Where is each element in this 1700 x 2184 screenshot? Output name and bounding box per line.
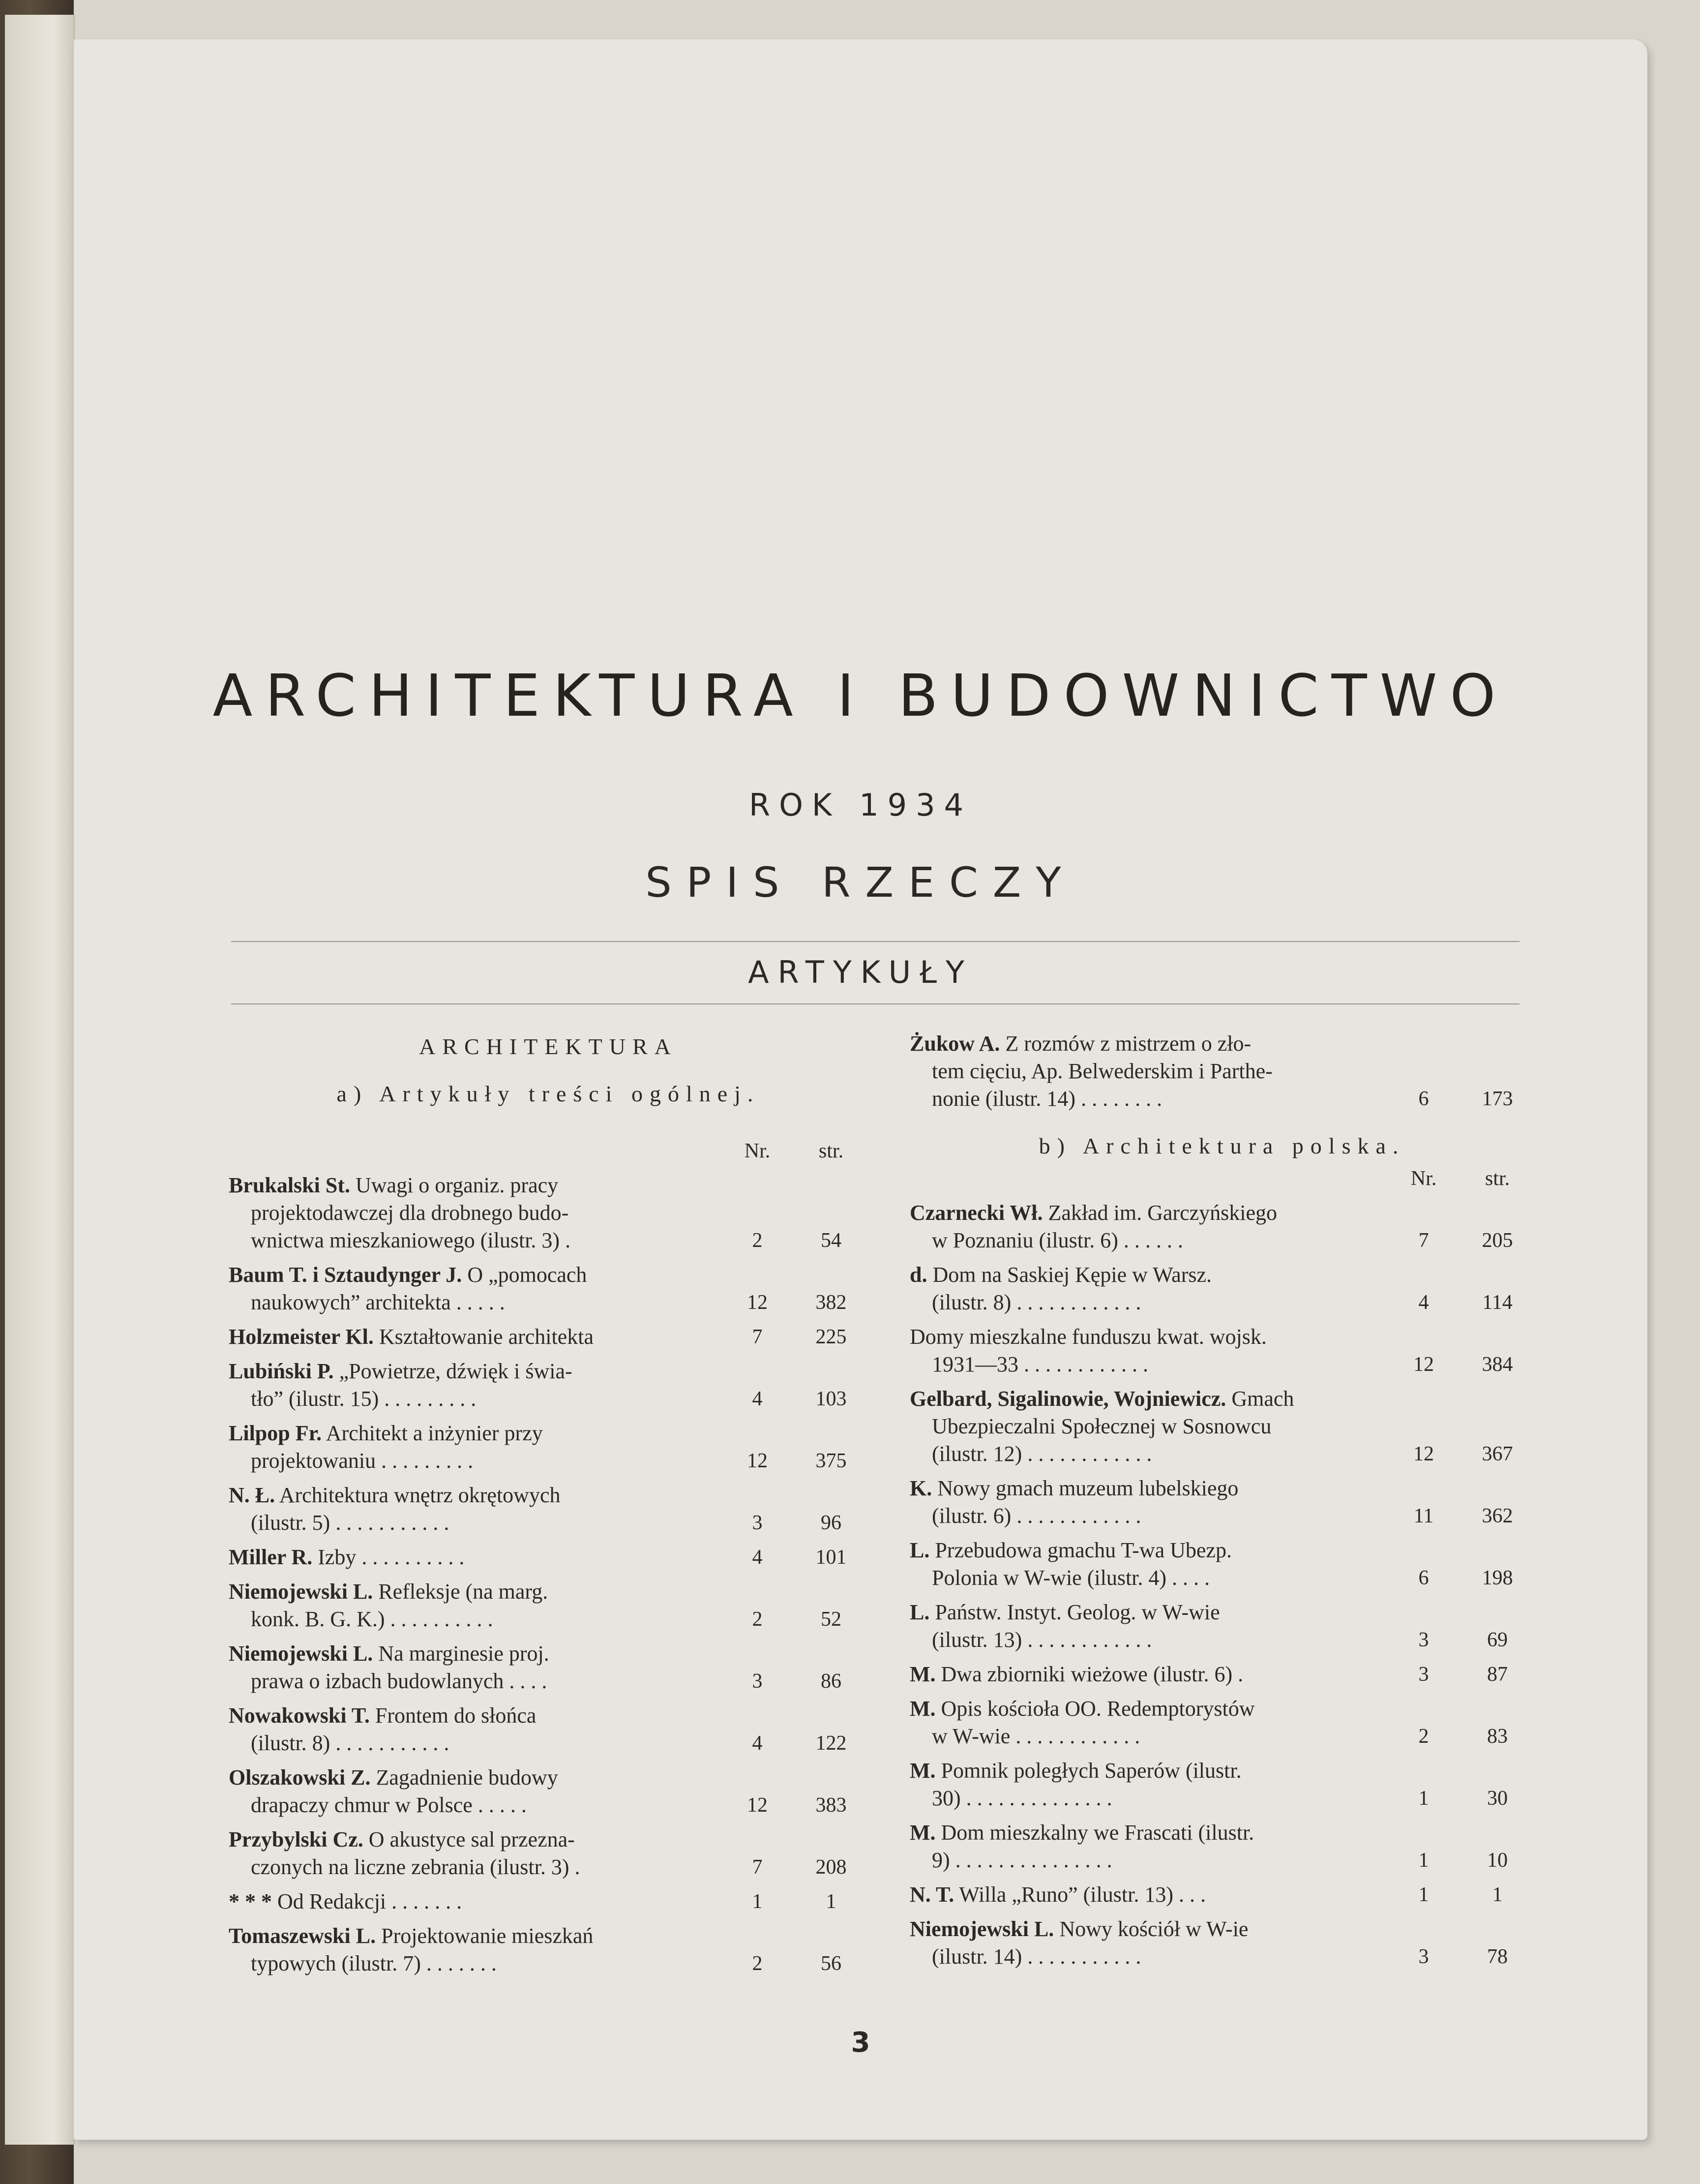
entry-line-text: 1931—33 . . . . . . . . . . . . [932, 1352, 1148, 1376]
contents-entry [910, 1537, 1534, 1592]
contents-entry [910, 1599, 1534, 1654]
entry-line-text: (ilustr. 13) . . . . . . . . . . . . [932, 1628, 1152, 1652]
entry-page-number: 54 [821, 1229, 841, 1252]
entry-line-text: 9) . . . . . . . . . . . . . . . [932, 1848, 1112, 1872]
entry-issue-number: 1 [752, 1890, 763, 1913]
entry-line [910, 1261, 1387, 1289]
entry-line [910, 1785, 1387, 1812]
entry-page-number: 83 [1487, 1725, 1508, 1748]
entry-line-text: (ilustr. 8) . . . . . . . . . . . . [932, 1290, 1141, 1314]
entry-author: L. [910, 1600, 930, 1624]
entry-page-number: 10 [1487, 1849, 1508, 1872]
entry-line [229, 1544, 720, 1571]
entry-line-text: czonych na liczne zebrania (ilustr. 3) . [251, 1855, 580, 1879]
journal-title: ARCHITEKTURA I BUDOWNICTWO [212, 662, 1509, 729]
entry-line-text: drapaczy chmur w Polsce . . . . . [251, 1793, 527, 1817]
subcategory-heading: a) Artykuły treści ogólnej. [336, 1081, 760, 1106]
entry-line-text: Zagadnienie budowy [376, 1765, 558, 1790]
entry-line [910, 1819, 1387, 1847]
entry-page-number: 382 [815, 1291, 847, 1314]
section-title: ARTYKUŁY [748, 954, 973, 990]
entry-line-text: Pomnik poległych Saperów (ilustr. [941, 1759, 1242, 1783]
entry-line-text: Architekt a inżynier przy [326, 1421, 543, 1445]
entry-line [229, 1922, 720, 1950]
entry-issue-number: 1 [1418, 1849, 1429, 1872]
entry-line-text: projektodawczej dla drobnego budo- [251, 1201, 569, 1225]
entry-author: Brukalski St. [229, 1173, 350, 1197]
entry-line-text: Polonia w W-wie (ilustr. 4) . . . . [932, 1566, 1210, 1590]
entry-text [910, 1757, 1387, 1812]
entry-line [910, 1502, 1387, 1530]
left-column [229, 1023, 868, 1977]
entry-issue-number: 7 [752, 1326, 763, 1348]
entry-page-number: 362 [1482, 1505, 1513, 1527]
entry-line-text: Domy mieszkalne funduszu kwat. wojsk. [910, 1325, 1267, 1349]
contents-entry [229, 1826, 868, 1881]
entry-page-number: 384 [1482, 1353, 1513, 1376]
contents-entry [229, 1172, 868, 1254]
entry-line-text: Z rozmów z mistrzem o zło- [1005, 1031, 1252, 1056]
contents-entry [229, 1640, 868, 1695]
entry-issue-number: 6 [1418, 1567, 1429, 1589]
entry-text [910, 1661, 1387, 1688]
subcategory-heading-b: b) Architektura polska. [1039, 1133, 1405, 1158]
entry-text [229, 1764, 720, 1819]
entry-author: M. [910, 1759, 936, 1783]
contents-entry [910, 1881, 1534, 1909]
entry-line-text: Frontem do słońca [375, 1703, 537, 1728]
entry-page-number: 96 [821, 1512, 841, 1534]
contents-entry [229, 1482, 868, 1537]
contents-entry [910, 1475, 1534, 1530]
left-entry-list [229, 1172, 868, 1977]
entry-line [229, 1172, 720, 1199]
entry-page-number: 383 [815, 1794, 847, 1817]
entry-text [229, 1888, 720, 1915]
entry-line [910, 1757, 1387, 1785]
entry-line-text: Nowy kościół w W-ie [1059, 1917, 1249, 1941]
entry-issue-number: 1 [1418, 1787, 1429, 1810]
entry-line-text: Od Redakcji . . . . . . . [277, 1889, 462, 1913]
entry-line [229, 1702, 720, 1729]
entry-page-number: 375 [815, 1450, 847, 1472]
entry-line [910, 1695, 1387, 1723]
entry-line-text: O „pomocach [467, 1263, 587, 1287]
entry-text [910, 1385, 1387, 1468]
entry-line [910, 1537, 1387, 1564]
entry-issue-number: 12 [747, 1450, 768, 1472]
entry-line [229, 1289, 720, 1316]
entry-line [910, 1599, 1387, 1626]
entry-issue-number: 4 [752, 1388, 763, 1410]
entry-line [910, 1227, 1387, 1254]
entry-text [229, 1640, 720, 1695]
nr-header-right: Nr. [1410, 1167, 1437, 1190]
entry-author: Nowakowski T. [229, 1703, 370, 1728]
entry-line-text: (ilustr. 12) . . . . . . . . . . . . [932, 1442, 1152, 1466]
entry-issue-number: 1 [1418, 1883, 1429, 1906]
entry-text [229, 1922, 720, 1977]
entry-line [229, 1227, 720, 1254]
entry-line [910, 1475, 1387, 1502]
entry-page-number: 198 [1482, 1567, 1513, 1589]
entry-line [910, 1030, 1387, 1058]
entry-issue-number: 2 [752, 1608, 763, 1631]
entry-author: L. [910, 1538, 930, 1562]
entry-issue-number: 12 [1413, 1353, 1434, 1376]
contents-entry [910, 1695, 1534, 1750]
entry-line-text: naukowych” architekta . . . . . [251, 1290, 505, 1314]
entry-line [910, 1847, 1387, 1874]
entry-line [229, 1950, 720, 1977]
entry-issue-number: 7 [1418, 1229, 1429, 1252]
entry-line [229, 1729, 720, 1757]
entry-text [229, 1702, 720, 1757]
contents-title: SPIS RZECZY [645, 858, 1076, 907]
entry-text [910, 1199, 1387, 1254]
entry-line-text: Gmach [1231, 1387, 1294, 1411]
entry-author: Lilpop Fr. [229, 1421, 322, 1445]
entry-page-number: 225 [815, 1326, 847, 1348]
contents-entry [910, 1661, 1534, 1688]
entry-line [910, 1413, 1387, 1440]
entry-line-text: projektowaniu . . . . . . . . . [251, 1449, 474, 1473]
entry-line [910, 1385, 1387, 1413]
entry-issue-number: 2 [752, 1952, 763, 1975]
entry-page-number: 1 [1492, 1883, 1503, 1906]
contents-entry [910, 1030, 1534, 1113]
entry-line-text: Dwa zbiorniki wieżowe (ilustr. 6) . [941, 1662, 1244, 1686]
entry-page-number: 173 [1482, 1088, 1513, 1110]
contents-entry [910, 1261, 1534, 1316]
entry-line [910, 1723, 1387, 1750]
entry-text [229, 1358, 720, 1413]
column-headers [229, 1137, 868, 1165]
entry-author: M. [910, 1820, 936, 1845]
contents-entry [229, 1323, 868, 1351]
entry-line [910, 1440, 1387, 1468]
entry-line-text: Dom na Saskiej Kępie w Warsz. [932, 1263, 1212, 1287]
right-column [910, 1023, 1534, 1971]
entry-line-text: Nowy gmach muzeum lubelskiego [937, 1476, 1239, 1500]
entry-author: N. T. [910, 1882, 954, 1907]
entry-line [229, 1509, 720, 1537]
divider-top [231, 941, 1520, 942]
entry-text [229, 1261, 720, 1316]
entry-author: N. Ł. [229, 1483, 275, 1507]
entry-line-text: „Powietrze, dźwięk i świa- [339, 1359, 572, 1383]
entry-author: Lubiński P. [229, 1359, 334, 1383]
contents-entry [229, 1358, 868, 1413]
entry-text [229, 1323, 720, 1351]
entry-page-number: 87 [1487, 1663, 1508, 1686]
entry-page-number: 69 [1487, 1629, 1508, 1651]
entry-author: K. [910, 1476, 932, 1500]
entry-line-text: prawa o izbach budowlanych . . . . [251, 1669, 547, 1693]
entry-line [910, 1564, 1387, 1592]
entry-issue-number: 7 [752, 1856, 763, 1879]
str-header-right: str. [1485, 1167, 1510, 1190]
entry-line-text: Refleksje (na marg. [378, 1579, 548, 1604]
entry-issue-number: 6 [1418, 1088, 1429, 1110]
entry-author: Niemojewski L. [229, 1641, 373, 1666]
page-number: 3 [851, 2027, 870, 2059]
entry-text [910, 1261, 1387, 1316]
entry-text [229, 1544, 720, 1571]
contents-entry [910, 1819, 1534, 1874]
entry-line-text: konk. B. G. K.) . . . . . . . . . . [251, 1607, 493, 1631]
entry-issue-number: 3 [752, 1670, 763, 1693]
contents-entry [229, 1764, 868, 1819]
document-page [74, 39, 1647, 2140]
str-header: str. [818, 1140, 844, 1162]
entry-issue-number: 4 [752, 1546, 763, 1569]
contents-entry [229, 1544, 868, 1571]
entry-author: Olszakowski Z. [229, 1765, 371, 1790]
entry-line [229, 1482, 720, 1509]
entry-line-text: Ubezpieczalni Społecznej w Sosnowcu [932, 1414, 1272, 1438]
entry-issue-number: 12 [1413, 1443, 1434, 1465]
entry-line-text: w W-wie . . . . . . . . . . . . [932, 1724, 1140, 1748]
entry-line-text: Zakład im. Garczyńskiego [1048, 1201, 1278, 1225]
entry-text [229, 1826, 720, 1881]
entry-issue-number: 12 [747, 1291, 768, 1314]
entry-line [229, 1420, 720, 1447]
entry-text [910, 1819, 1387, 1874]
entry-page-number: 101 [815, 1546, 847, 1569]
entry-line [229, 1358, 720, 1385]
entry-author: M. [910, 1697, 936, 1721]
entry-issue-number: 11 [1413, 1505, 1434, 1527]
contents-entry [910, 1915, 1534, 1971]
entry-line [910, 1289, 1387, 1316]
entry-line-text: O akustyce sal przezna- [368, 1827, 575, 1851]
entry-text [229, 1578, 720, 1633]
contents-entry [229, 1888, 868, 1915]
divider-bottom [231, 1003, 1520, 1004]
entry-line-text: Kształtowanie architekta [379, 1325, 594, 1349]
entry-author: M. [910, 1662, 936, 1686]
column-headers-right [910, 1165, 1534, 1192]
entry-line [229, 1578, 720, 1606]
entry-page-number: 103 [815, 1388, 847, 1410]
contents-entry [910, 1199, 1534, 1254]
entry-text [910, 1695, 1387, 1750]
entry-page-number: 205 [1482, 1229, 1513, 1252]
entry-line-text: Dom mieszkalny we Frascati (ilustr. [941, 1820, 1254, 1845]
entry-line-text: Opis kościoła OO. Redemptorystów [941, 1697, 1255, 1721]
year-line: ROK 1934 [748, 787, 973, 823]
entry-line [910, 1058, 1387, 1085]
entry-line-text: Przebudowa gmachu T-wa Ubezp. [935, 1538, 1232, 1562]
entry-line [229, 1764, 720, 1791]
entry-author: Żukow A. [910, 1031, 1000, 1056]
entry-line [910, 1323, 1387, 1351]
entry-line [229, 1261, 720, 1289]
entry-line-text: (ilustr. 5) . . . . . . . . . . . [251, 1511, 449, 1535]
entry-line-text: 30) . . . . . . . . . . . . . . [932, 1786, 1112, 1810]
right-entry-list [910, 1199, 1534, 1971]
entry-author: Niemojewski L. [910, 1917, 1054, 1941]
contents-entry [229, 1261, 868, 1316]
entry-line-text: Na marginesie proj. [378, 1641, 549, 1666]
entry-issue-number: 3 [1418, 1629, 1429, 1651]
entry-author: Gelbard, Sigalinowie, Wojniewicz. [910, 1387, 1226, 1411]
entry-line-text: (ilustr. 14) . . . . . . . . . . . [932, 1944, 1141, 1969]
entry-text [229, 1172, 720, 1254]
entry-author: Baum T. i Sztaudynger J. [229, 1263, 462, 1287]
entry-line [229, 1447, 720, 1475]
category-heading: ARCHITEKTURA [419, 1034, 678, 1059]
entry-line [229, 1826, 720, 1853]
entry-line-text: tem cięciu, Ap. Belwederskim i Parthe- [932, 1059, 1273, 1083]
right-top-entry-container [910, 1030, 1534, 1113]
entry-author: d. [910, 1263, 927, 1287]
entry-line [229, 1199, 720, 1227]
entry-line [910, 1943, 1387, 1971]
entry-line [910, 1915, 1387, 1943]
contents-entry [229, 1578, 868, 1633]
contents-entry [229, 1702, 868, 1757]
entry-issue-number: 3 [752, 1512, 763, 1534]
entry-author: Przybylski Cz. [229, 1827, 363, 1851]
entry-line-text: nonie (ilustr. 14) . . . . . . . . [932, 1087, 1163, 1111]
entry-text [229, 1420, 720, 1475]
entry-text [910, 1915, 1387, 1971]
entry-issue-number: 4 [1418, 1291, 1429, 1314]
entry-line [910, 1351, 1387, 1378]
entry-line-text: (ilustr. 8) . . . . . . . . . . . [251, 1731, 449, 1755]
entry-line [229, 1853, 720, 1881]
nr-header: Nr. [744, 1140, 771, 1162]
entry-line-text: typowych (ilustr. 7) . . . . . . . [251, 1951, 497, 1975]
entry-text [229, 1482, 720, 1537]
entry-page-number: 208 [815, 1856, 847, 1879]
entry-line-text: Izby . . . . . . . . . . [318, 1545, 465, 1569]
entry-issue-number: 4 [752, 1732, 763, 1755]
entry-author: Czarnecki Wł. [910, 1201, 1043, 1225]
contents-entry [910, 1385, 1534, 1468]
entry-issue-number: 12 [747, 1794, 768, 1817]
entry-author: Tomaszewski L. [229, 1924, 376, 1948]
entry-line-text: Uwagi o organiz. pracy [355, 1173, 559, 1197]
entry-page-number: 367 [1482, 1443, 1513, 1465]
entry-line-text: tło” (ilustr. 15) . . . . . . . . . [251, 1387, 477, 1411]
entry-page-number: 52 [821, 1608, 841, 1631]
entry-text [910, 1030, 1387, 1113]
entry-page-number: 86 [821, 1670, 841, 1693]
entry-text [910, 1323, 1387, 1378]
entry-page-number: 30 [1487, 1787, 1508, 1810]
entry-line-text: Państw. Instyt. Geolog. w W-wie [935, 1600, 1220, 1624]
entry-line [910, 1085, 1387, 1113]
entry-author: Niemojewski L. [229, 1579, 373, 1604]
contents-entry [229, 1922, 868, 1977]
entry-page-number: 78 [1487, 1945, 1508, 1968]
entry-line-text: Architektura wnętrz okrętowych [279, 1483, 561, 1507]
entry-line [229, 1640, 720, 1668]
entry-issue-number: 2 [1418, 1725, 1429, 1748]
entry-issue-number: 3 [1418, 1663, 1429, 1686]
entry-line-text: w Poznaniu (ilustr. 6) . . . . . . [932, 1228, 1183, 1252]
entry-line [229, 1606, 720, 1633]
entry-line [910, 1661, 1387, 1688]
entry-page-number: 122 [815, 1732, 847, 1755]
entry-issue-number: 2 [752, 1229, 763, 1252]
entry-line [910, 1626, 1387, 1654]
contents-entry [910, 1323, 1534, 1378]
entry-text [910, 1881, 1387, 1909]
entry-line-text: (ilustr. 6) . . . . . . . . . . . . [932, 1504, 1141, 1528]
entry-text [910, 1475, 1387, 1530]
entry-line [229, 1888, 720, 1915]
entry-line-text: wnictwa mieszkaniowego (ilustr. 3) . [251, 1228, 571, 1252]
entry-line [229, 1668, 720, 1695]
entry-author: * * * [229, 1889, 272, 1913]
entry-page-number: 114 [1482, 1291, 1513, 1314]
entry-issue-number: 3 [1418, 1945, 1429, 1968]
entry-text [910, 1537, 1387, 1592]
entry-line [910, 1881, 1387, 1909]
entry-line [229, 1385, 720, 1413]
entry-author: Holzmeister Kl. [229, 1325, 374, 1349]
entry-line-text: Projektowanie mieszkań [381, 1924, 594, 1948]
entry-line [229, 1323, 720, 1351]
left-page-edge [5, 15, 75, 2145]
entry-line [229, 1791, 720, 1819]
entry-page-number: 56 [821, 1952, 841, 1975]
entry-author: Miller R. [229, 1545, 313, 1569]
entry-text [910, 1599, 1387, 1654]
entry-line [910, 1199, 1387, 1227]
entry-page-number: 1 [826, 1890, 836, 1913]
contents-entry [229, 1420, 868, 1475]
entry-line-text: Willa „Runo” (ilustr. 13) . . . [959, 1882, 1206, 1907]
contents-entry [910, 1757, 1534, 1812]
